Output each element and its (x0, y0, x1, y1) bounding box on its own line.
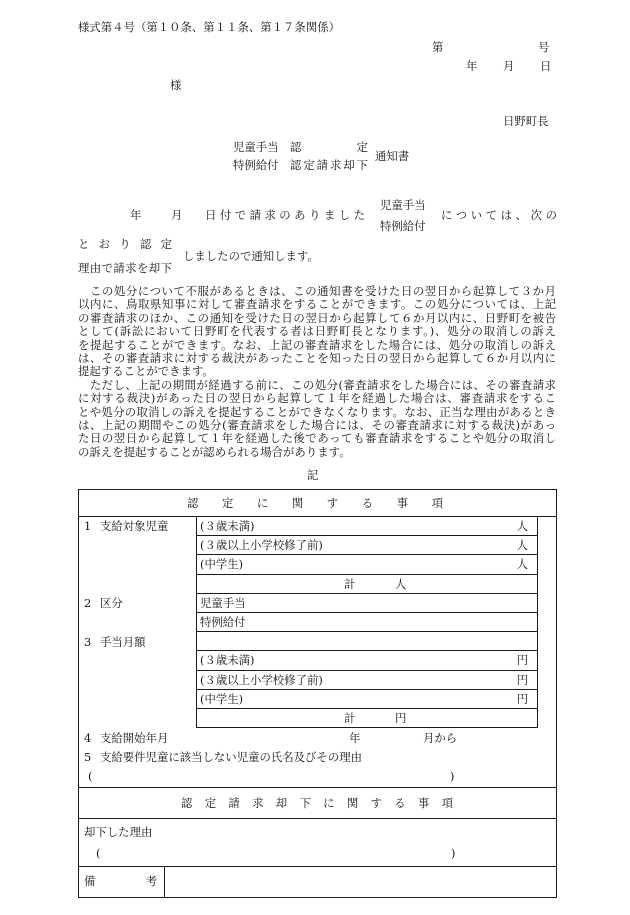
notice-line: に対する裁決)があった日の翌日から起算して１年を経過した場合は、審査請求をするこ (78, 392, 556, 406)
item-5-number: 5 (84, 750, 92, 764)
notice-line: として(訴訟において日野町を代表する者は日野町長となります。)、処分の取消しの訴え (78, 325, 556, 339)
notice-line: 以内に、鳥取県知事に対して審査請求をすることができます。この処分については、上記 (78, 298, 556, 312)
divider (78, 787, 556, 788)
title-suffix: 通知書 (375, 149, 410, 163)
doc-number-suffix: 号 (538, 40, 550, 54)
total-unit: 円 (395, 710, 407, 725)
doc-number-prefix: 第 (432, 40, 444, 54)
rejection-reason-label: 却下した理由 (84, 825, 153, 839)
date-month: 月 (503, 59, 515, 73)
title-category-2: 特例給付 (233, 158, 279, 172)
item-2-number: 2 (84, 596, 92, 610)
intro-category-1: 児童手当 (380, 198, 426, 212)
appeal-notice (78, 285, 556, 459)
item-4-year: 年 (349, 731, 361, 745)
date-day: 日 (540, 59, 552, 73)
item-3-number: 3 (84, 635, 92, 649)
divider (78, 818, 556, 819)
row-unit: 人 (516, 557, 528, 572)
notice-line: この処分について不服があるときは、この通知書を受けた日の翌日から起算して３か月 (78, 285, 556, 298)
ki-heading: 記 (307, 468, 319, 482)
intro-month: 月 (171, 208, 183, 222)
row-label: (３歳未満) (200, 653, 255, 668)
divider (78, 866, 556, 867)
row-label: (中学生) (200, 557, 244, 572)
intro-option-approve: とおり認定 (78, 237, 172, 251)
addressee-suffix: 様 (170, 78, 182, 92)
notice-line: とや処分の取消しの訴えを提起することができなくなります。なお、正当な理由があるとき (78, 405, 556, 419)
approval-section-header: 認定に関する事項 (187, 496, 443, 510)
monthly-amount-blank-row (197, 632, 537, 651)
item-5-open-paren: ( (88, 769, 93, 783)
item-5-label: 支給要件児童に該当しない児童の氏名及びその理由 (100, 750, 362, 764)
category-row (197, 613, 537, 632)
remarks-label: 備考 (84, 874, 157, 888)
remarks-divider (164, 866, 165, 897)
item-4-label: 支給開始年月 (100, 731, 169, 745)
issuer: 日野町長 (503, 114, 549, 128)
notice-line: 提起することができます。 (78, 365, 214, 379)
child-count-total-row (197, 575, 537, 594)
intro-closing: しましたので通知します。 (183, 249, 319, 263)
date-year: 年 (466, 59, 478, 73)
intro-day-phrase: 日付で請求のありました (205, 208, 365, 222)
rejection-open-paren: ( (96, 846, 101, 860)
title-action-1: 認定 (290, 140, 368, 154)
child-count-row (197, 555, 537, 574)
total-label: 計 (344, 710, 356, 725)
title-category-1: 児童手当 (233, 140, 279, 154)
monthly-amount-row (197, 671, 537, 690)
row-unit: 円 (516, 672, 528, 687)
notice-line: は、その審査請求に対する裁決があったことを知った日の翌日から起算して６か月以内に (78, 351, 556, 365)
row-label: (３歳以上小学校修了前) (200, 672, 323, 687)
monthly-amount-row (197, 651, 537, 670)
category-option: 特例給付 (200, 614, 246, 629)
intro-category-2: 特例給付 (380, 219, 426, 233)
monthly-amount-total-row (197, 709, 537, 728)
child-count-row (197, 536, 537, 555)
total-label: 計 (344, 576, 356, 591)
item-5-close-paren: ) (450, 769, 455, 783)
notice-line: ただし、上記の期間が経過する前に、この処分(審査請求をした場合には、その審査請求 (78, 378, 556, 392)
notice-line: た日の翌日から起算して１年を経過した後であっても審査請求をすることや処分の取消し (78, 432, 556, 446)
row-unit: 人 (516, 519, 528, 533)
form-number: 様式第４号（第１０条、第１１条、第１７条関係） (78, 20, 340, 34)
item-3-label: 手当月額 (100, 635, 146, 649)
child-count-row (197, 517, 537, 536)
category-row (197, 594, 537, 613)
title-action-2: 認定請求却下 (290, 158, 368, 172)
item-1-number: 1 (84, 519, 92, 533)
item-2-label: 区分 (100, 596, 123, 610)
row-label: (３歳未満) (200, 519, 255, 533)
intro-phrase-after: については、次の (441, 208, 557, 222)
category-option: 児童手当 (200, 595, 246, 610)
item-4-number: 4 (84, 731, 92, 745)
notice-line: の訴えを提起することが認められる場合があります。 (78, 445, 351, 459)
approval-value-grid (196, 517, 538, 728)
notice-line: を提起することができます。なお、上記の審査請求をした場合には、処分の取消しの訴え (78, 338, 556, 352)
intro-year: 年 (130, 208, 142, 222)
notice-line: は、上記の期間やこの処分(審査請求をした場合には、その審査請求に対する裁決)があっ (78, 418, 556, 432)
rejection-section-header: 認定請求却下に関する事項 (181, 796, 453, 810)
row-label: (３歳以上小学校修了前) (200, 538, 323, 553)
item-4-month-from: 月から (423, 731, 458, 745)
monthly-amount-row (197, 690, 537, 709)
item-1-label: 支給対象児童 (100, 519, 169, 533)
row-unit: 円 (516, 691, 528, 706)
intro-option-reject: 理由で請求を却下 (78, 261, 172, 275)
row-label: (中学生) (200, 691, 244, 706)
row-unit: 円 (516, 653, 528, 668)
total-unit: 人 (395, 576, 407, 591)
rejection-close-paren: ) (451, 846, 456, 860)
row-unit: 人 (516, 538, 528, 553)
notice-line: の審査請求のほか、この通知を受けた日の翌日から起算して６か月以内に、日野町を被告 (78, 311, 556, 325)
